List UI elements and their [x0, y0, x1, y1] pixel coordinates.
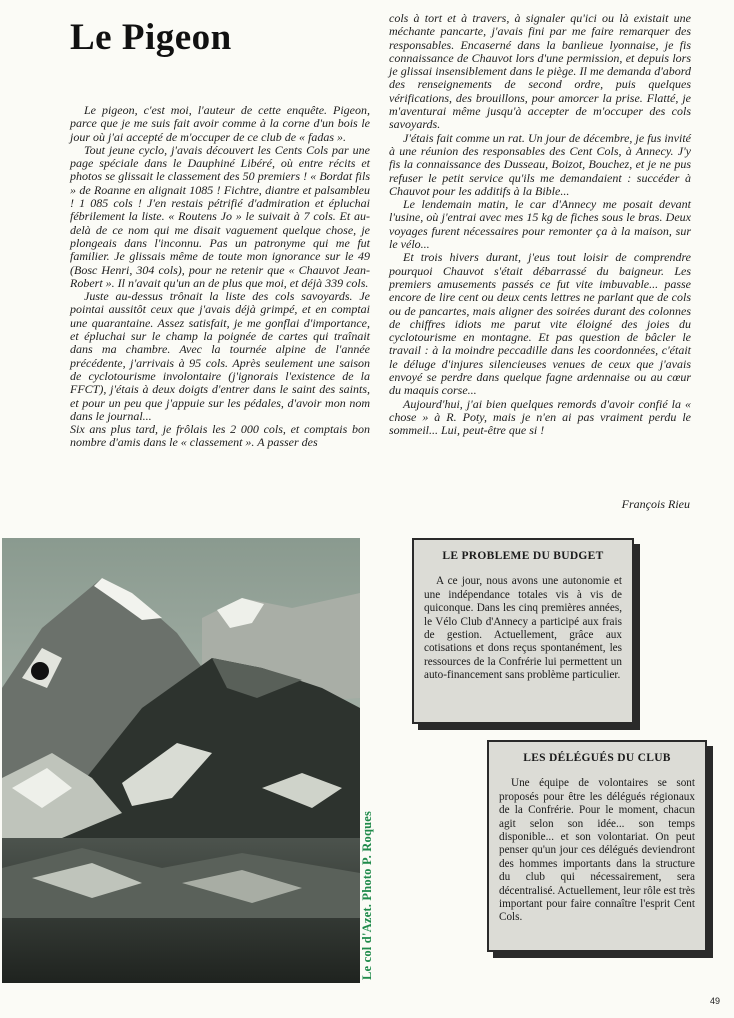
- paragraph: cols à tort et à travers, à signaler qu'ici ou là existait une méchante pancarte, j'avais fini par me faire remarquer des responsables. Encaserné dans la banlieue lyonnaise, je fis connaissance de Chauvot lors d'une permission, et depuis lors je glissai insensiblement dans le piège. Il me demanda d'abord des renseignements de second ordre, puis quelques vérifications, des brouillons, pour amorcer la prise. Flatté, je m'aventurai même jusqu'à accepter de m'occuper des cols savoyards.: [389, 11, 691, 132]
- paragraph: J'étais fait comme un rat. Un jour de décembre, je fus invité à une réunion des responsables des Cent Cols, à Annecy. J'y fis la connaissance des Dusseau, Boizot, Bouchez, et je ne pus refuser le petit service qu'ils me demandaient : succéder à Chauvot pour les additifs à la Bible...: [389, 130, 691, 198]
- article-left-column: [70, 104, 370, 450]
- mountain-landscape-image: [2, 538, 360, 983]
- article-right-column: [389, 12, 691, 438]
- budget-box: [412, 538, 634, 724]
- paragraph: Juste au-dessus trônait la liste des cols savoyards. Je pointai aussitôt ceux que j'avais déjà grimpé, et en comptai une quarantaine. Assez satisfait, je me gonflai d'importance, et épluchai sur le champ la poignée de cartes qui traînait dans ma chambre. Avec la tournée alpine de l'année précédente, j'arrivais à 95 cols. Après seulement une saison de cyclotourisme involontaire (j'ignorais l'existence de la FFCT), j'étais à deux doigts d'entrer dans le saint des saints, et pour un peu que j'appuie sur les pédales, d'avoir mon nom dans le journal...: [70, 289, 370, 423]
- delegates-box-title: LES DÉLÉGUÉS DU CLUB: [523, 752, 671, 764]
- author-signature: François Rieu: [621, 497, 690, 511]
- mountain-photo: [2, 538, 360, 983]
- paragraph: Aujourd'hui, j'ai bien quelques remords d'avoir confié la « chose » à R. Poty, mais je n'en ai pas vraiment perdu le sommeil... Lui, peut-être que si !: [389, 396, 691, 438]
- page-number: 49: [709, 996, 720, 1006]
- paragraph: Le pigeon, c'est moi, l'auteur de cette enquête. Pigeon, parce que je me suis fait avoir comme à la corne d'un bois le jour où j'ai accepté de m'occuper de ce club de « fadas ».: [70, 103, 370, 144]
- paragraph: Tout jeune cyclo, j'avais découvert les Cents Cols par une page spéciale dans le Dauphiné Libéré, où entre récits et photos se glissait le classement des 50 premiers ! « Bordat fils » de Roanne en alignait 1085 ! Fichtre, diantre et palsambleu ! 1 085 cols ! J'en restais pétrifié d'admiration et épluchai fébrilement la liste. « Routens Jo » le suivait à 7 cols. Et au-delà de ce nom qui me disait vaguement quelque chose, je plongeais dans l'inconnu. Pas un patronyme qui me fut familier. Je glissais même de toute mon ignorance sur le 49 (Bosc Henri, 304 cols), pour ne retenir que « Chauvot Jean-Robert ». Il n'avait qu'un an de plus que moi, et déjà 339 cols.: [70, 142, 370, 290]
- paragraph: Et trois hivers durant, j'eus tout loisir de comprendre pourquoi Chauvot s'était débarrassé du baigneur. Les premiers amusements passés ce fut vite imbuvable... passe encore de lire cent ou deux cents lettres ne parlant que de cols ou de pancartes, mais aligner des soirées durant des colonnes de chiffres idiots me parut vite éloigné des joies du cyclotourisme en montagne. Et pas question de bâcler le travail : à la moindre peccadille dans les coordonnées, c'était le déluge d'injures silencieuses venues de ceux que j'avais envoyé se perdre dans quelque fagne ardennaise ou au cœur du maquis corse...: [389, 250, 691, 398]
- paragraph: Le lendemain matin, le car d'Annecy me posait devant l'usine, où j'entrai avec mes 15 kg de fiches sous le bras. Deux voyages furent nécessaires pour remonter ça à la maison, sur le vélo...: [389, 197, 691, 252]
- budget-box-text: A ce jour, nous avons une autonomie et une indépendance totales vis à vis de quiconque. Dans les cinq premières années, le Vélo Club d'Annecy a participé aux frais de gestion. Actuellement, grâce aux cotisations et dons reçus spontanément, les ressources de la Confrérie lui permettent un auto-financement sans problème particulier.: [424, 575, 622, 682]
- budget-box-title: LE PROBLEME DU BUDGET: [442, 550, 604, 562]
- delegates-box: [487, 740, 707, 952]
- delegates-box-text: Une équipe de volontaires se sont proposés pour être les délégués régionaux de la Confrérie. Pour le moment, chacun agit selon son idée... son temps disponible... et son volontariat. On peut penser qu'un jour ces délégués deviendront des hommes importants dans la structure du club qui nécessairement, sera décentralisé. Actuellement, leur rôle est très important pour faire connaître l'esprit Cent Cols.: [499, 777, 696, 924]
- article-title: Le Pigeon: [70, 17, 232, 58]
- photo-caption: Le col d'Azet. Photo P. Roques: [360, 810, 374, 980]
- paragraph: Six ans plus tard, je frôlais les 2 000 cols, et comptais bon nombre d'amis dans le « classement ». A passer des: [70, 422, 370, 450]
